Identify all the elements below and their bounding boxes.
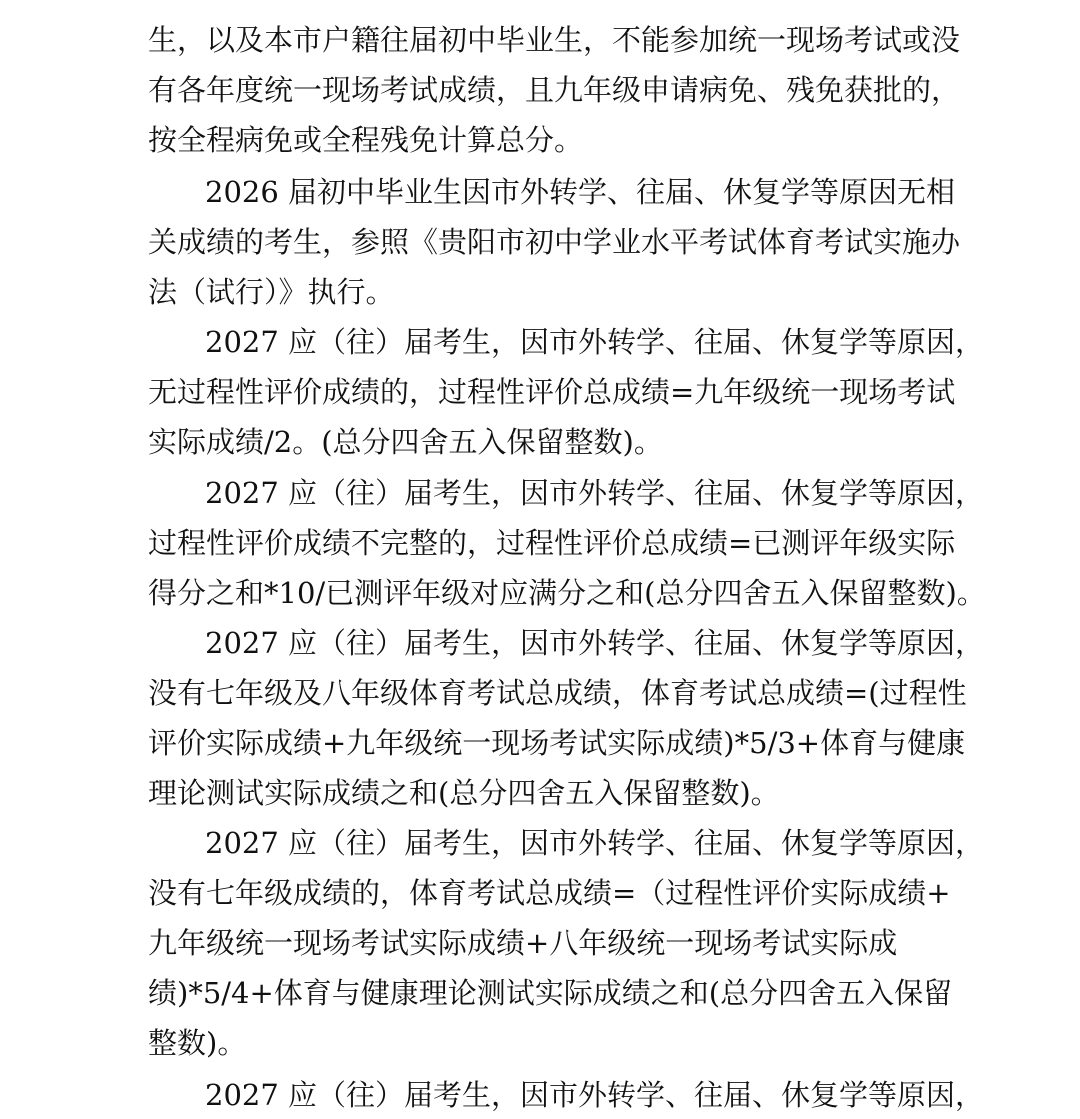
paragraph-2027b-line-3: 得分之和*10/已测评年级对应满分之和(总分四舍五入保留整数)。 [148, 576, 986, 610]
paragraph-2027c-line-2: 没有七年级及八年级体育考试总成绩，体育考试总成绩=(过程性 [148, 676, 967, 710]
paragraph-2027a-line-3: 实际成绩/2。(总分四舍五入保留整数)。 [148, 425, 663, 459]
paragraph-2027e-line-1: 2027 应（往）届考生，因市外转学、往届、休复学等原因， [205, 1078, 985, 1112]
text-line-3: 按全程病免或全程残免计算总分。 [148, 123, 584, 157]
paragraph-2027c-line-1: 2027 应（往）届考生，因市外转学、往届、休复学等原因， [205, 626, 985, 660]
paragraph-2026-line-2: 关成绩的考生，参照《贵阳市初中学业水平考试体育考试实施办 [148, 225, 961, 259]
paragraph-2027b-line-1: 2027 应（往）届考生，因市外转学、往届、休复学等原因， [205, 476, 985, 510]
paragraph-2027b-line-2: 过程性评价成绩不完整的，过程性评价总成绩=已测评年级实际 [148, 526, 956, 560]
paragraph-2027d-line-1: 2027 应（往）届考生，因市外转学、往届、休复学等原因， [205, 826, 985, 860]
text-line-2: 有各年度统一现场考试成绩，且九年级申请病免、残免获批的， [148, 73, 961, 107]
paragraph-2026-line-1: 2026 届初中毕业生因市外转学、往届、休复学等原因无相 [205, 175, 956, 209]
paragraph-2027d-line-3: 九年级统一现场考试实际成绩+八年级统一现场考试实际成 [148, 926, 898, 960]
paragraph-2027d-line-2: 没有七年级成绩的，体育考试总成绩=（过程性评价实际成绩+ [148, 876, 951, 910]
paragraph-2027c-line-3: 评价实际成绩+九年级统一现场考试实际成绩)*5/3+体育与健康 [148, 726, 966, 760]
text-line-1: 生，以及本市户籍往届初中毕业生，不能参加统一现场考试或没 [148, 23, 961, 57]
paragraph-2027d-line-4: 绩)*5/4+体育与健康理论测试实际成绩之和(总分四舍五入保留 [148, 976, 953, 1010]
paragraph-2026-line-3: 法（试行）》执行。 [148, 275, 395, 309]
paragraph-2027c-line-4: 理论测试实际成绩之和(总分四舍五入保留整数)。 [148, 776, 780, 810]
paragraph-2027a-line-2: 无过程性评价成绩的，过程性评价总成绩=九年级统一现场考试 [148, 375, 956, 409]
paragraph-2027a-line-1: 2027 应（往）届考生，因市外转学、往届、休复学等原因， [205, 325, 985, 359]
paragraph-2027d-line-5: 整数)。 [148, 1026, 247, 1060]
